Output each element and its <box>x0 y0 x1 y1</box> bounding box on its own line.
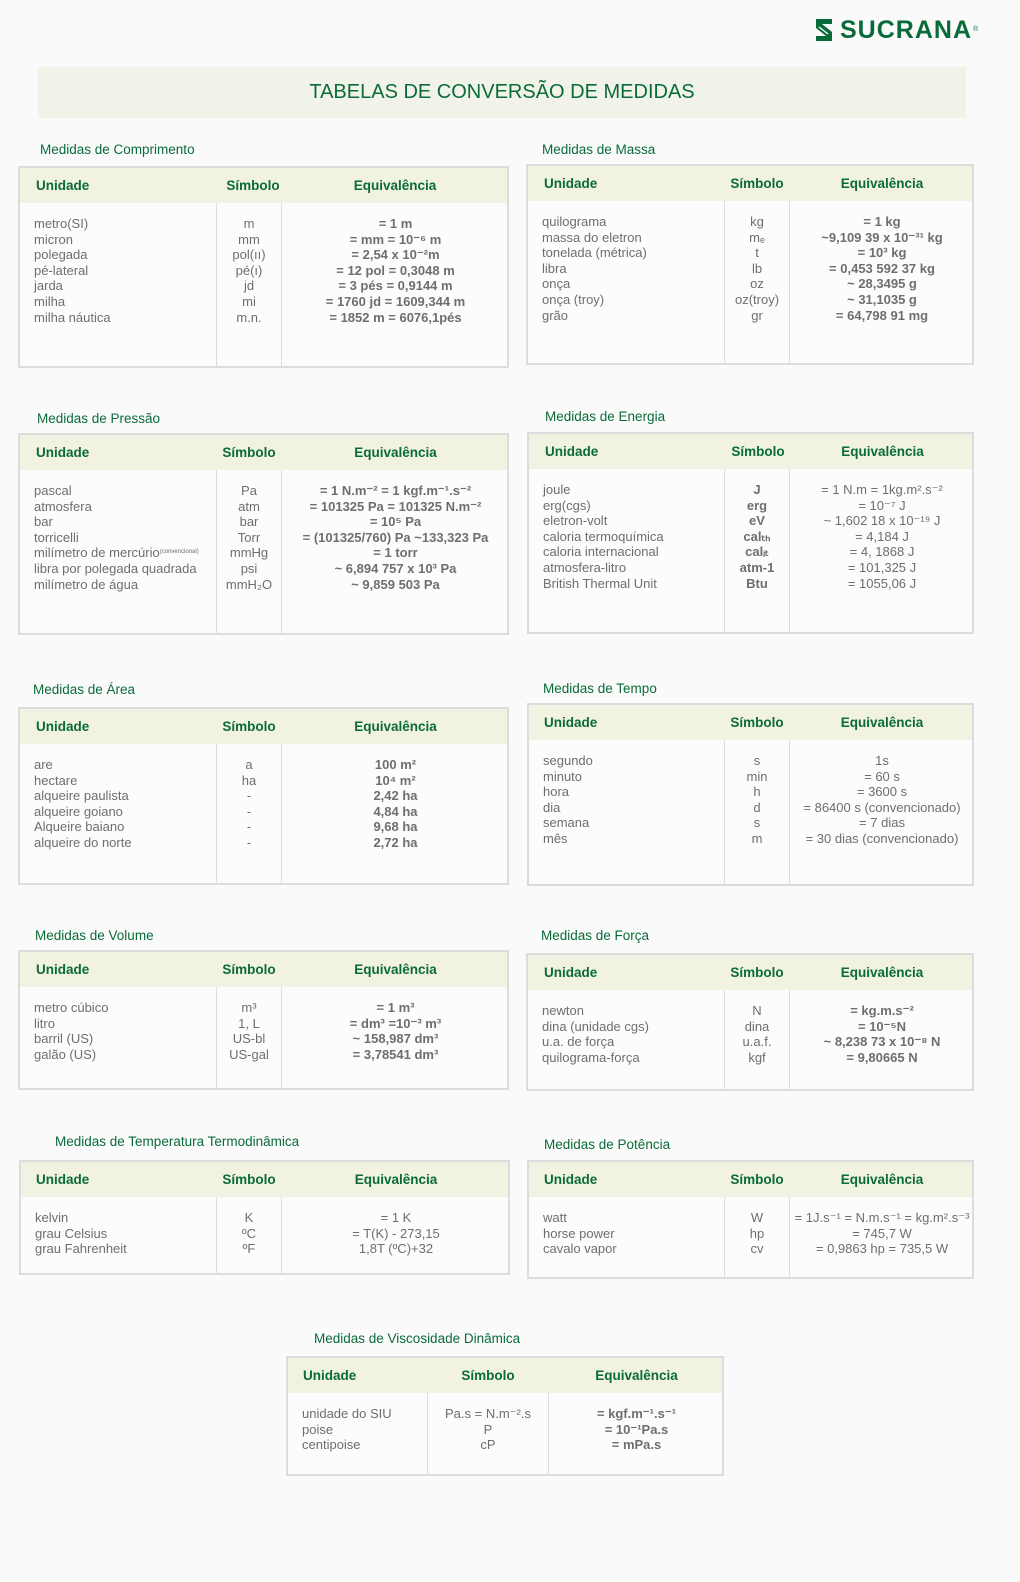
unit-cell: alqueire do norte <box>34 834 132 850</box>
equivalence-cell: ~ 9,859 503 Pa <box>351 576 440 592</box>
header-unit: Unidade <box>36 719 90 734</box>
equivalence-cell: = 10⁵ Pa <box>369 514 422 530</box>
symbol-column <box>724 990 790 1089</box>
equivalence-cell: = 10⁻⁷ J <box>858 497 906 513</box>
unit-cell: polegada <box>34 247 88 263</box>
equivalence-cell: ~ 28,3495 g <box>847 276 917 292</box>
symbol-column <box>724 201 790 363</box>
unit-cell: are <box>34 757 53 772</box>
equivalence-cell: = 60 s <box>864 768 900 784</box>
equivalence-cell: ~ 31,1035 g <box>847 291 917 307</box>
equivalence-cell: = 101325 Pa = 101325 N.m⁻² <box>309 498 482 514</box>
symbol-cell: ºC <box>241 1225 257 1241</box>
unit-cell: hectare <box>34 772 78 788</box>
unit-cell: milímetro de mercúrio <box>34 545 160 561</box>
symbol-cell: t <box>755 245 759 261</box>
symbol-cell: s <box>753 815 761 831</box>
symbol-cell: u.a.f. <box>742 1034 772 1050</box>
unit-cell: dina (unidade cgs) <box>542 1018 649 1034</box>
equivalence-cell: 2,42 ha <box>373 788 418 804</box>
equivalence-cell: = 0,9863 hp = 735,5 W <box>815 1241 949 1257</box>
symbol-cell: Torr <box>237 529 261 545</box>
symbol-cell: mm <box>238 231 260 247</box>
table-header <box>20 435 507 470</box>
header-unit: Unidade <box>36 962 90 977</box>
unit-cell: micron <box>34 231 74 247</box>
table-temperatura <box>19 1160 510 1275</box>
header-equivalence: Equivalência <box>354 445 437 460</box>
symbol-cell: psi <box>240 560 258 576</box>
equivalence-cell: = kg.m.s⁻² <box>850 1003 914 1018</box>
header-equivalence: Equivalência <box>354 1172 438 1187</box>
unit-cell: kelvin <box>35 1210 69 1225</box>
unit-cell: hora <box>543 784 570 800</box>
equivalence-cell: ~9,109 39 x 10⁻³¹ kg <box>821 229 943 245</box>
equivalence-cell: = 86400 s (convencionado) <box>803 799 961 815</box>
equivalence-cell: = 9,80665 N <box>846 1049 918 1065</box>
unit-cell: poise <box>302 1421 334 1437</box>
symbol-cell: - <box>246 803 252 819</box>
header-unit: Unidade <box>544 176 598 191</box>
section-title-viscosidade: Medidas de Viscosidade Dinâmica <box>314 1331 521 1346</box>
equivalence-cell: = 3 pés = 0,9144 m <box>338 278 453 294</box>
header-equivalence: Equivalência <box>840 715 924 730</box>
equivalence-cell: = 1 kg <box>863 214 901 229</box>
header-equivalence: Equivalência <box>353 178 437 193</box>
unit-column <box>542 990 649 1089</box>
equivalence-column <box>790 469 974 632</box>
equivalence-cell: = 745,7 W <box>852 1225 912 1241</box>
unit-cell: jarda <box>34 278 63 294</box>
equivalence-cell: = 10³ kg <box>857 245 907 261</box>
section-title-energia: Medidas de Energia <box>545 409 666 424</box>
unit-cell: Alqueire baiano <box>34 819 125 835</box>
table-energia <box>527 432 974 634</box>
symbol-column <box>216 203 282 366</box>
symbol-cell: US-gal <box>229 1046 269 1062</box>
unit-cell: segundo <box>543 753 593 768</box>
section-title-temperatura: Medidas de Temperatura Termodinâmica <box>55 1134 300 1149</box>
unit-cell: minuto <box>543 768 583 784</box>
equivalence-cell: = mPa.s <box>611 1437 662 1453</box>
symbol-cell: J <box>753 482 761 497</box>
equivalence-column <box>790 990 974 1089</box>
equivalence-cell: = 2,54 x 10⁻²m <box>351 247 440 263</box>
symbol-column <box>216 987 282 1088</box>
symbol-cell: K <box>244 1210 254 1225</box>
symbol-cell: Pa <box>241 483 257 498</box>
equivalence-cell: 10⁴ m² <box>375 772 416 788</box>
header-equivalence: Equivalência <box>841 444 924 459</box>
header-symbol: Símbolo <box>730 1172 784 1187</box>
header-symbol: Símbolo <box>730 715 784 730</box>
equivalence-column <box>790 740 974 884</box>
equivalence-cell: = mm = 10⁻⁶ m <box>349 231 442 247</box>
title-banner <box>38 67 966 118</box>
symbol-cell: ha <box>241 772 257 788</box>
symbol-cell: mmH₂O <box>225 576 273 592</box>
equivalence-column <box>282 744 509 883</box>
unit-cell: unidade do SIU <box>302 1406 392 1421</box>
unit-cell: quilograma-força <box>542 1049 640 1065</box>
equivalence-cell: 2,72 ha <box>373 834 418 850</box>
equivalence-cell: = 1 torr <box>373 545 418 561</box>
symbol-cell: Btu <box>746 575 768 591</box>
section-title-comprimento: Medidas de Comprimento <box>40 142 195 157</box>
equivalence-cell: 9,68 ha <box>373 819 418 835</box>
equivalence-column <box>790 1197 974 1277</box>
symbol-cell: Pa.s = N.m⁻².s <box>445 1406 531 1421</box>
unit-cell: alqueire paulista <box>34 788 129 804</box>
table-header <box>288 1358 722 1393</box>
table-header <box>20 709 507 744</box>
unit-cell: grão <box>542 307 569 323</box>
equivalence-cell: = 0,453 592 37 kg <box>829 260 935 276</box>
unit-cell: bar <box>34 514 53 530</box>
page-title: TABELAS DE CONVERSÃO DE MEDIDAS <box>309 81 695 103</box>
equivalence-cell: = 3600 s <box>856 784 908 800</box>
equivalence-cell: = dm³ =10⁻³ m³ <box>349 1015 442 1031</box>
symbol-cell: min <box>746 768 768 784</box>
unit-cell: milímetro de água <box>34 576 139 592</box>
table-header <box>529 1162 972 1197</box>
symbol-cell: - <box>246 788 252 804</box>
unit-cell: massa do eletron <box>542 229 642 245</box>
symbol-cell: jd <box>243 278 255 294</box>
symbol-cell: atm <box>238 498 260 514</box>
unit-cell: galão (US) <box>34 1046 97 1062</box>
unit-cell: joule <box>543 482 571 497</box>
symbol-cell: pol(ıı) <box>232 247 266 263</box>
unit-cell: milha <box>34 293 66 309</box>
header-unit: Unidade <box>544 715 598 730</box>
symbol-cell: bar <box>239 514 259 530</box>
symbol-cell: s <box>753 753 761 768</box>
section-title-volume: Medidas de Volume <box>35 928 154 943</box>
symbol-cell: h <box>753 784 761 800</box>
header-unit: Unidade <box>36 178 90 193</box>
header-unit: Unidade <box>303 1368 357 1383</box>
unit-note: (convencional) <box>159 549 199 556</box>
symbol-cell: m <box>751 830 763 846</box>
unit-column <box>543 469 664 632</box>
table-header <box>21 1162 508 1197</box>
header-equivalence: Equivalência <box>840 1172 924 1187</box>
unit-cell: British Thermal Unit <box>543 575 657 591</box>
unit-cell: torricelli <box>34 529 79 545</box>
equivalence-cell: = 1J.s⁻¹ = N.m.s⁻¹ = kg.m².s⁻³ <box>794 1210 970 1225</box>
unit-cell: metro(SI) <box>34 216 89 231</box>
unit-column <box>34 987 108 1088</box>
unit-cell: semana <box>543 815 590 831</box>
header-unit: Unidade <box>545 444 599 459</box>
symbol-cell: mmHg <box>229 545 269 561</box>
unit-cell: cavalo vapor <box>543 1241 617 1257</box>
unit-cell: watt <box>543 1210 567 1225</box>
equivalence-column <box>282 203 509 366</box>
unit-cell: grau Fahrenheit <box>35 1241 127 1257</box>
equivalence-cell: = 12 pol = 0,3048 m <box>336 262 455 278</box>
section-title-massa: Medidas de Massa <box>542 142 656 157</box>
symbol-cell: atm-1 <box>739 559 775 575</box>
symbol-cell: oz <box>750 276 764 292</box>
equivalence-cell: ~ 158,987 dm³ <box>352 1031 439 1047</box>
table-tempo <box>527 703 974 886</box>
unit-cell: eletron-volt <box>543 513 608 529</box>
table-header <box>529 434 972 469</box>
symbol-cell: cv <box>750 1241 764 1257</box>
symbol-cell: P <box>483 1421 493 1437</box>
unit-cell: pascal <box>34 483 72 498</box>
equivalence-cell: = 1760 jd = 1609,344 m <box>325 293 466 309</box>
symbol-cell: gr <box>751 307 763 323</box>
symbol-cell: N <box>752 1003 762 1018</box>
unit-cell: centipoise <box>302 1437 361 1453</box>
equivalence-cell: = 4, 1868 J <box>849 544 915 560</box>
table-area <box>18 707 509 885</box>
header-symbol: Símbolo <box>222 719 276 734</box>
table-header <box>529 705 972 740</box>
equivalence-cell: = 101,325 J <box>847 559 917 575</box>
equivalence-cell: = T(K) - 273,15 <box>352 1225 440 1241</box>
equivalence-cell: = 10⁻¹Pa.s <box>604 1421 669 1437</box>
table-potencia <box>527 1160 974 1279</box>
unit-column <box>35 1197 127 1273</box>
header-symbol: Símbolo <box>222 962 276 977</box>
header-equivalence: Equivalência <box>595 1368 678 1383</box>
unit-cell: alqueire goiano <box>34 803 123 819</box>
symbol-cell: dina <box>744 1018 770 1034</box>
table-header <box>20 168 507 203</box>
header-symbol: Símbolo <box>222 1172 276 1187</box>
unit-cell: caloria internacional <box>543 544 659 560</box>
header-symbol: Símbolo <box>222 445 276 460</box>
unit-cell: onça <box>542 276 571 292</box>
section-title-area: Medidas de Área <box>33 682 136 697</box>
equivalence-cell: = 7 dias <box>859 815 905 831</box>
symbol-cell: mi <box>242 293 256 309</box>
equivalence-cell: = 1 m <box>378 216 413 231</box>
symbol-cell: 1, L <box>238 1015 260 1031</box>
equivalence-cell: = 1 m³ <box>376 1000 415 1015</box>
symbol-cell: lb <box>751 260 763 276</box>
table-comprimento <box>18 166 509 368</box>
symbol-cell: calᵢₜ <box>745 544 769 560</box>
equivalence-cell: = (101325/760) Pa ~133,323 Pa <box>302 529 489 545</box>
unit-cell: libra por polegada quadrada <box>34 560 197 576</box>
symbol-column <box>427 1393 549 1474</box>
header-unit: Unidade <box>36 445 90 460</box>
symbol-column <box>216 1197 282 1273</box>
unit-column <box>34 203 111 366</box>
table-header <box>20 952 507 987</box>
equivalence-cell: = 1 K <box>380 1210 412 1225</box>
equivalence-cell: = 3,78541 dm³ <box>352 1046 439 1062</box>
unit-column <box>542 201 647 363</box>
unit-cell: barril (US) <box>34 1031 94 1047</box>
section-title-potencia: Medidas de Potência <box>544 1137 671 1152</box>
table-pressao <box>18 433 509 635</box>
symbol-column <box>216 744 282 883</box>
unit-cell: erg(cgs) <box>543 497 591 513</box>
equivalence-cell: = 64,798 91 mg <box>835 307 929 323</box>
unit-cell: atmosfera-litro <box>543 559 627 575</box>
symbol-cell: d <box>753 799 761 815</box>
unit-cell: u.a. de força <box>542 1034 615 1050</box>
equivalence-cell: ~ 8,238 73 x 10⁻⁸ N <box>823 1034 941 1050</box>
symbol-cell: calₜₕ <box>743 528 771 544</box>
equivalence-cell: = 1 N.m = 1kg.m².s⁻² <box>821 482 943 497</box>
equivalence-cell: = kgf.m⁻¹.s⁻¹ <box>596 1406 677 1421</box>
header-symbol: Símbolo <box>730 965 784 980</box>
equivalence-cell: = 10⁻⁵N <box>857 1018 907 1034</box>
section-title-forca: Medidas de Força <box>541 928 650 943</box>
symbol-column <box>216 470 282 633</box>
symbol-cell: hp <box>749 1225 765 1241</box>
unit-cell: metro cúbico <box>34 1000 109 1015</box>
symbol-cell: m <box>243 216 255 231</box>
symbol-cell: cP <box>480 1437 496 1453</box>
header-equivalence: Equivalência <box>840 965 924 980</box>
symbol-cell: - <box>246 834 252 850</box>
symbol-cell: mₑ <box>749 229 765 245</box>
table-header <box>528 955 972 990</box>
symbol-cell: kg <box>750 214 764 229</box>
equivalence-column <box>282 987 509 1088</box>
unit-cell: horse power <box>543 1225 615 1241</box>
symbol-cell: m.n. <box>236 309 262 325</box>
equivalence-cell: = 30 dias (convencionado) <box>805 830 959 846</box>
unit-cell: pé-lateral <box>34 262 89 278</box>
unit-column <box>34 744 132 883</box>
symbol-cell: kgf <box>748 1049 766 1065</box>
symbol-cell: ºF <box>242 1241 256 1257</box>
header-symbol: Símbolo <box>731 444 785 459</box>
symbol-column <box>724 740 790 884</box>
symbol-cell: eV <box>749 513 765 529</box>
sucrana-s-icon <box>814 18 834 42</box>
header-symbol: Símbolo <box>730 176 784 191</box>
header-equivalence: Equivalência <box>354 962 437 977</box>
symbol-column <box>724 1197 790 1277</box>
table-massa <box>526 164 974 365</box>
header-unit: Unidade <box>36 1172 90 1187</box>
header-symbol: Símbolo <box>461 1368 515 1383</box>
equivalence-cell: = 1055,06 J <box>847 575 917 591</box>
unit-cell: atmosfera <box>34 498 92 514</box>
brand-logo: SUCRANA ® <box>814 14 979 46</box>
symbol-column <box>724 469 790 632</box>
section-title-pressao: Medidas de Pressão <box>37 411 161 426</box>
symbol-cell: W <box>750 1210 764 1225</box>
header-unit: Unidade <box>544 1172 598 1187</box>
equivalence-cell: 1s <box>875 753 889 768</box>
brand-name: SUCRANA <box>840 15 972 44</box>
table-viscosidade <box>286 1356 724 1476</box>
equivalence-column <box>790 201 974 363</box>
unit-cell: litro <box>34 1015 55 1031</box>
unit-cell: newton <box>542 1003 584 1018</box>
unit-column <box>543 1197 617 1277</box>
equivalence-cell: = 4,184 J <box>855 528 909 544</box>
header-symbol: Símbolo <box>226 178 280 193</box>
equivalence-cell: = 1 N.m⁻² = 1 kgf.m⁻¹.s⁻² <box>319 483 472 498</box>
equivalence-cell: = 1852 m = 6076,1pés <box>329 309 462 325</box>
equivalence-cell: 1,8T (ºC)+32 <box>358 1241 434 1257</box>
table-forca <box>526 953 974 1091</box>
header-unit: Unidade <box>544 965 598 980</box>
unit-cell-with-note <box>34 545 199 561</box>
unit-cell: tonelada (métrica) <box>542 245 647 261</box>
unit-column <box>543 740 593 884</box>
unit-cell: grau Celsius <box>35 1225 108 1241</box>
symbol-cell: US-bl <box>232 1031 266 1047</box>
equivalence-column <box>282 1197 510 1273</box>
unit-column <box>34 470 199 633</box>
section-title-tempo: Medidas de Tempo <box>543 681 657 696</box>
equivalence-cell: ~ 6,894 757 x 10³ Pa <box>334 560 457 576</box>
unit-cell: mês <box>543 830 568 846</box>
unit-column <box>302 1393 392 1474</box>
symbol-cell: oz(troy) <box>734 291 780 307</box>
symbol-cell: erg <box>746 497 768 513</box>
symbol-cell: - <box>246 819 252 835</box>
table-volume <box>18 950 509 1090</box>
unit-cell: dia <box>543 799 561 815</box>
equivalence-cell: 4,84 ha <box>373 803 418 819</box>
symbol-cell: pé(ı) <box>235 262 263 278</box>
unit-cell: milha náutica <box>34 309 111 325</box>
symbol-cell: a <box>245 757 253 772</box>
unit-cell: quilograma <box>542 214 607 229</box>
unit-cell: onça (troy) <box>542 291 605 307</box>
header-equivalence: Equivalência <box>354 719 437 734</box>
equivalence-column <box>549 1393 724 1474</box>
unit-cell: libra <box>542 260 567 276</box>
header-equivalence: Equivalência <box>840 176 924 191</box>
unit-cell: caloria termoquímica <box>543 528 664 544</box>
table-header <box>528 166 972 201</box>
symbol-cell: m³ <box>241 1000 257 1015</box>
equivalence-cell: 100 m² <box>374 757 417 772</box>
equivalence-cell: ~ 1,602 18 x 10⁻¹⁹ J <box>823 513 941 529</box>
equivalence-column <box>282 470 509 633</box>
